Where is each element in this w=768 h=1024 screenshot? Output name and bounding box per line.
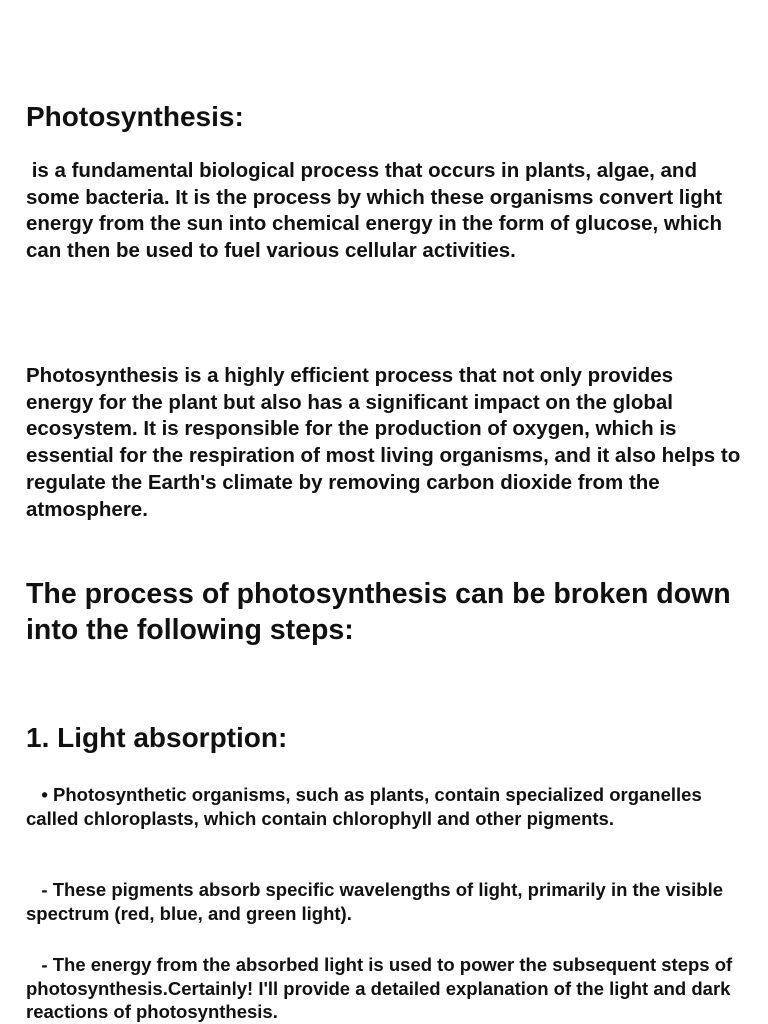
document-title: Photosynthesis: — [26, 101, 244, 132]
steps-heading: The process of photosynthesis can be broken down into the following steps: — [26, 578, 731, 646]
impact-paragraph: Photosynthesis is a highly efficient process that not only provides energy for the plant but also has a significant impact on the global ecosystem. It is responsible for the production of oxygen, which is essential for the respiration of most living organisms, and it also helps to regulate the Earth's climate by removing carbon dioxide from the atmosphere. — [26, 364, 741, 521]
step1-bullet-chloroplasts: • Photosynthetic organisms, such as plants, contain specialized organelles called chloroplasts, which contain chlorophyll and other pigments. — [26, 784, 707, 829]
document-page — [26, 0, 744, 1024]
step1-bullet-pigments: - These pigments absorb specific wavelengths of light, primarily in the visible spectrum (red, blue, and green light). — [26, 879, 729, 924]
intro-paragraph: is a fundamental biological process that occurs in plants, algae, and some bacteria. It is the process by which these organisms convert light energy from the sun into chemical energy in the form of glucose, which can then be used to fuel various cellular activities. — [26, 159, 728, 263]
step1-heading: 1. Light absorption: — [26, 722, 288, 753]
step1-bullet-energy: - The energy from the absorbed light is used to power the subsequent steps of photosynthesis.Certainly! I'll provide a detailed explanation of the light and dark reactions of photosynthesis. — [26, 954, 738, 1022]
